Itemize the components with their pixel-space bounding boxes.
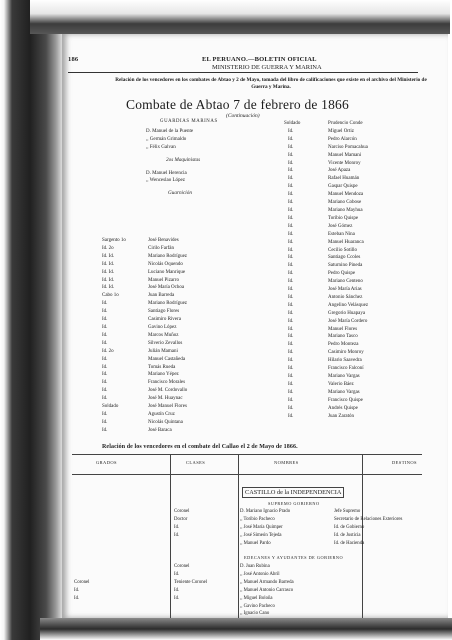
person-name: José María Arias	[328, 287, 362, 293]
list-item	[102, 253, 187, 261]
list-item: Doctor	[174, 516, 188, 522]
list-item	[102, 387, 187, 395]
list-item: Id. de Gobierno	[334, 524, 365, 530]
list-item	[284, 160, 368, 168]
list-item	[284, 318, 368, 326]
person-name: Cirilo Farfán	[148, 245, 174, 251]
person-name: Mariano Rodríguez	[148, 253, 188, 259]
list-item	[102, 340, 187, 348]
person-name: Mariano Yépez	[148, 372, 179, 378]
list-item	[102, 371, 187, 379]
list-item	[102, 324, 187, 332]
person-name: José Apaza	[328, 168, 351, 174]
rank-label: Id.	[288, 279, 294, 285]
person-name: Pedro Quispe	[328, 271, 356, 277]
scan-top-edge	[30, 0, 450, 34]
rank-label: Id.	[288, 136, 294, 142]
rank-label: Id.	[288, 334, 294, 340]
rank-label: Id.	[288, 366, 294, 372]
person-name: Juan Zaratón	[328, 413, 354, 419]
person-name: Saturnino Pineda	[328, 263, 363, 269]
column-header-nombres: NOMBRES	[274, 460, 299, 465]
table-divider	[170, 454, 171, 618]
rank-label: Id.	[102, 301, 108, 307]
rank-label: Id.	[288, 176, 294, 182]
person-name: Manuel Flores	[328, 326, 358, 332]
list-item	[102, 300, 187, 308]
list-item: D. Mariano Ignacio Prado	[240, 509, 291, 514]
person-name: Mariano Rodríguez	[148, 301, 188, 307]
rank-label: Id.	[102, 419, 108, 425]
maquinistas-heading: 2os Maquinistas	[166, 156, 201, 163]
rank-label: Id.	[102, 356, 108, 362]
list-item	[102, 356, 187, 364]
person-name: Agustín Cruz	[148, 411, 175, 417]
list-item: D. Manuel de la Puente	[146, 128, 194, 134]
list-item: Coronel	[74, 580, 90, 585]
person-name: José M. Cordovallo	[148, 388, 188, 394]
person-name: Manuel Mamani	[328, 152, 362, 158]
list-item	[102, 332, 187, 340]
rank-label: Id.	[288, 184, 294, 190]
nombres-group-a	[240, 508, 290, 548]
list-item: Id.	[174, 524, 180, 530]
list-item	[284, 199, 368, 207]
rank-label: Id.	[288, 215, 294, 221]
list-item: D. Juan Rubina	[240, 564, 270, 569]
rank-label: Id.	[288, 255, 294, 261]
rank-label: Id.	[288, 374, 294, 379]
list-item	[284, 231, 368, 239]
person-name: Julián Mamani	[148, 348, 178, 354]
callao-title: Relación de los vencedores en el combate del Callao el 2 de Mayo de 1866.	[102, 444, 298, 450]
book-spine	[0, 0, 62, 640]
rank-label: Id.	[288, 128, 294, 134]
rank-label: Id.	[102, 317, 108, 323]
rank-label: Id. 2o	[102, 348, 114, 354]
list-item: Soldado Prudencio Conde	[284, 121, 363, 126]
list-item	[284, 373, 368, 381]
list-item	[102, 348, 187, 356]
person-name: Francisco Falconí	[328, 366, 364, 372]
list-item: Id.	[74, 595, 80, 601]
rank-label: Id.	[102, 332, 108, 338]
list-item	[284, 191, 368, 199]
person-name: Angelino Velásquez	[328, 302, 369, 308]
rank-label: Id.	[288, 397, 294, 403]
list-item: ,, Toribio Pacheco	[240, 516, 275, 522]
person-name: Manuel Huaranca	[328, 239, 364, 245]
list-item: ,, José María Quimper	[240, 524, 283, 530]
list-item	[284, 294, 368, 302]
list-item: D. Manuel Herencia	[146, 170, 187, 176]
person-name: Vicente Monroy	[328, 160, 361, 166]
list-item	[102, 292, 187, 300]
person-name: Manuel Castañeda	[148, 356, 186, 362]
person-name: Pedro Alarcón	[328, 136, 357, 142]
rank-label: Id.	[102, 372, 108, 378]
list-item	[284, 310, 368, 318]
list-item	[284, 207, 368, 215]
list-item	[284, 270, 368, 278]
person-name: Mariano Cobose	[328, 200, 362, 206]
person-name: José Benavides	[148, 238, 179, 243]
supremo-gobierno-label: SUPREMO GOBIERNO	[268, 501, 320, 506]
person-name: Valerio Báez	[328, 381, 354, 387]
list-item	[284, 223, 368, 231]
person-name: José Baraca	[148, 427, 172, 433]
list-item: ,, Ignacio Cano	[240, 611, 270, 617]
rank-label: Id.	[288, 263, 294, 269]
rank-label: Id.	[288, 381, 294, 387]
rank-label: Id. Id.	[102, 285, 115, 291]
list-item: ,, Félix Galvan	[146, 144, 176, 150]
list-item: Coronel	[174, 564, 190, 569]
rank-label: Id.	[288, 389, 294, 395]
list-item	[102, 269, 187, 277]
list-item	[102, 403, 187, 411]
rank-label: Id.	[288, 342, 294, 348]
list-item	[284, 262, 368, 270]
rank-label: Id.	[288, 144, 294, 150]
grados-group	[74, 579, 89, 603]
list-item: Teniente Coronel	[174, 579, 208, 585]
person-name: Mariano Mayhua	[328, 207, 363, 213]
list-item	[284, 152, 368, 160]
rank-label: Id.	[288, 152, 294, 158]
list-item	[102, 284, 187, 292]
list-item	[284, 357, 368, 365]
list-item: Id. de Hacienda	[334, 540, 365, 546]
rank-label: Id.	[288, 207, 294, 213]
rank-label: Id.	[288, 405, 294, 411]
person-name: Manuel Pizarro	[148, 277, 179, 283]
nombres-group-b	[240, 563, 294, 618]
column-header-clases: CLASES	[186, 460, 206, 465]
list-item	[284, 183, 368, 191]
list-item	[284, 397, 368, 405]
rank-label: Id.	[102, 396, 108, 402]
list-item	[284, 326, 368, 334]
list-item	[102, 395, 187, 403]
list-item	[284, 389, 368, 397]
list-item	[284, 136, 368, 144]
rank-label: Id.	[102, 340, 108, 346]
list-item	[284, 302, 368, 310]
person-name: Esteban Nina	[328, 231, 355, 237]
table-rule	[72, 474, 422, 475]
person-name: Luciano Manrique	[148, 269, 186, 275]
rank-label: Id.	[102, 411, 108, 417]
person-name: José M. Huaynac	[148, 396, 183, 402]
scan-bottom-edge	[40, 618, 452, 640]
person-name: Marcos Muñoz	[148, 332, 179, 338]
rank-label: Soldado	[102, 404, 119, 410]
person-name: Francisco Quispe	[328, 397, 363, 403]
list-item: ,, Manuel Pardo	[240, 540, 271, 546]
rank-label: Id.	[288, 413, 294, 419]
column-header-grados: GRADOS	[96, 460, 117, 465]
list-item	[102, 427, 187, 435]
list-item	[284, 144, 368, 152]
rank-label: Id.	[288, 192, 294, 198]
rank-label: Id. Id.	[102, 269, 115, 275]
person-name: Silverio Zevallos	[148, 340, 183, 346]
person-name: Tomás Rueda	[148, 364, 176, 370]
person-name: Narciso Pomacahua	[328, 144, 368, 150]
guarnicion-list	[102, 237, 187, 435]
list-item: Secretario de Relaciones Exteriores	[334, 516, 403, 522]
person-name: Gaspar Quispe	[328, 184, 358, 190]
person-name: Mariano Vargas	[328, 374, 360, 379]
castillo-label: CASTILLO de la INDEPENDENCIA	[242, 487, 344, 498]
person-name: José María Ochoa	[148, 285, 185, 291]
person-name: Santiago Ccoles	[328, 255, 361, 261]
rank-label: Id.	[288, 239, 294, 245]
column-header-destinos: DESTINOS	[392, 460, 417, 465]
rank-label: Id.	[102, 309, 108, 315]
ministry-name: MINISTERIO DE GUERRA Y MARINA	[212, 64, 322, 71]
rank-label: Id.	[102, 388, 108, 394]
rank-label: Id.	[288, 200, 294, 206]
list-item: Id.	[74, 587, 80, 593]
list-item	[284, 254, 368, 262]
rank-label: Id.	[288, 302, 294, 308]
list-item	[284, 349, 368, 357]
rank-label: Sargento 1o	[102, 238, 126, 243]
list-item: ,, José Simeón Tejeda	[240, 532, 282, 538]
rank-label: Id. Id.	[102, 261, 115, 267]
page-number: 186	[68, 56, 79, 63]
list-item: ,, Manuel Antonio Carrasco	[240, 587, 294, 593]
person-name: Pedro Monteza	[328, 342, 359, 348]
person-name: Hilario Saavedra	[328, 358, 362, 364]
person-name: Cecilio Sotillo	[328, 247, 358, 253]
person-name: Gavino López	[148, 324, 177, 330]
person-name: Antonio Sánchez	[328, 294, 363, 300]
rank-label: Id.	[288, 160, 294, 166]
person-name: Casimiro Rivera	[148, 317, 181, 323]
person-name: Gregorio Huapaya	[328, 310, 366, 316]
list-item: Id.	[174, 595, 180, 601]
list-item	[102, 261, 187, 269]
guarnicion-heading: Guarnición	[168, 190, 192, 197]
person-name: Nicolás Oquendo	[148, 261, 183, 267]
list-item	[102, 277, 187, 285]
destinos-group	[334, 508, 402, 548]
person-name: Mariano Vargas	[328, 389, 360, 395]
rank-label: Id.	[288, 231, 294, 237]
rank-label: Cabo 1o	[102, 293, 119, 299]
list-item: ,, Germán Grimaldo	[146, 136, 187, 142]
list-item	[284, 247, 368, 255]
rank-label: Id. 2o	[102, 245, 114, 251]
list-item	[284, 167, 368, 175]
rank-label: Id.	[288, 358, 294, 364]
list-item: Id.	[174, 571, 180, 577]
list-item: ,, José Antonio Abril	[240, 571, 280, 577]
rank-label: Id.	[102, 324, 108, 330]
list-item	[284, 381, 368, 389]
intro-text: Relación de los vencedores en los combates de Abtao y 2 de Mayo, tomada del libro de calificaciones que existe en el archivo del Ministerio de Guerra y Marina.	[115, 77, 427, 90]
person-name: José Gómez	[328, 223, 353, 229]
list-item	[102, 237, 187, 245]
rank-label: Id.	[288, 310, 294, 316]
edecanes-label: EDECANES Y AYUDANTES DE GOBIERNO	[244, 555, 344, 560]
clases-group-b	[174, 563, 207, 603]
list-item: Coronel	[174, 509, 190, 514]
rank-label: Id.	[288, 223, 294, 229]
rank-label: Id.	[288, 318, 294, 324]
rank-label: Id. Id.	[102, 277, 115, 283]
person-name: Santiago Flores	[148, 309, 180, 315]
guardias-heading: GUARDIAS MARINAS	[160, 119, 218, 124]
table-divider	[238, 454, 239, 618]
rank-label: Id.	[102, 364, 108, 370]
list-item: Id.	[174, 532, 180, 538]
rank-label: Id.	[288, 326, 294, 332]
list-item	[284, 365, 368, 373]
list-item	[102, 316, 187, 324]
list-item	[284, 175, 368, 183]
clases-group-a	[174, 508, 189, 540]
list-item	[102, 308, 187, 316]
list-item	[102, 379, 187, 387]
rank-label: Id.	[102, 380, 108, 386]
list-item: ,, Miguel Boloña	[240, 595, 273, 601]
person-name: Andrés Quispe	[328, 405, 358, 411]
list-item	[284, 341, 368, 349]
list-item	[284, 286, 368, 294]
table-rule	[72, 454, 422, 455]
person-name: Nicolás Quintana	[148, 419, 183, 425]
rank-label: Id. Id.	[102, 253, 115, 259]
list-item	[102, 245, 187, 253]
list-item: ,, Wenceslao López	[146, 178, 185, 184]
person-name: Francisco Morales	[148, 380, 186, 386]
list-item: Jefe Supremo	[334, 509, 361, 514]
person-name: Juan Barreda	[148, 293, 175, 299]
combat-title: Combate de Abtao 7 de febrero de 1866	[126, 97, 349, 112]
rank-label: Id.	[288, 271, 294, 277]
person-name: Mariano Centeno	[328, 279, 363, 285]
callao-table	[72, 454, 422, 618]
combat-subtitle: (Continuación)	[226, 113, 260, 119]
list-item	[102, 364, 187, 372]
person-name: Miguel Ortiz	[328, 128, 354, 134]
list-item: Id.	[174, 587, 180, 593]
header-rule	[68, 72, 418, 73]
rank-label: Id.	[288, 350, 294, 356]
person-name: José Manuel Flores	[148, 404, 187, 410]
list-item	[284, 413, 368, 421]
rank-label: Id.	[288, 287, 294, 293]
person-name: Manuel Mendoza	[328, 192, 364, 198]
list-item: ,, Gavino Pacheco	[240, 603, 275, 609]
rank-label: Id.	[102, 427, 108, 433]
rank-label: Id.	[288, 168, 294, 174]
rank-label: Id.	[288, 294, 294, 300]
document-page	[62, 34, 448, 618]
list-item	[284, 333, 368, 341]
list-item	[102, 419, 187, 427]
list-item	[284, 278, 368, 286]
list-item	[284, 405, 368, 413]
publication-name: EL PERUANO.—BOLETIN OFICIAL	[202, 56, 317, 63]
left-column-officers	[120, 118, 218, 198]
person-name: Toribio Quispe	[328, 215, 359, 221]
list-item	[284, 128, 368, 136]
person-name: Rafael Huamán	[328, 176, 360, 182]
person-name: Casimiro Monroy	[328, 350, 364, 356]
list-item	[102, 411, 187, 419]
list-item: ,, Manuel Armando Barreda	[240, 579, 294, 585]
person-name: José María Cordero	[328, 318, 368, 324]
list-item	[284, 239, 368, 247]
person-name: Mariano Tasco	[328, 334, 358, 340]
rank-label: Id.	[288, 247, 294, 253]
right-column-list	[284, 120, 368, 420]
list-item: Id. de Justicia	[334, 532, 361, 538]
list-item	[284, 215, 368, 223]
